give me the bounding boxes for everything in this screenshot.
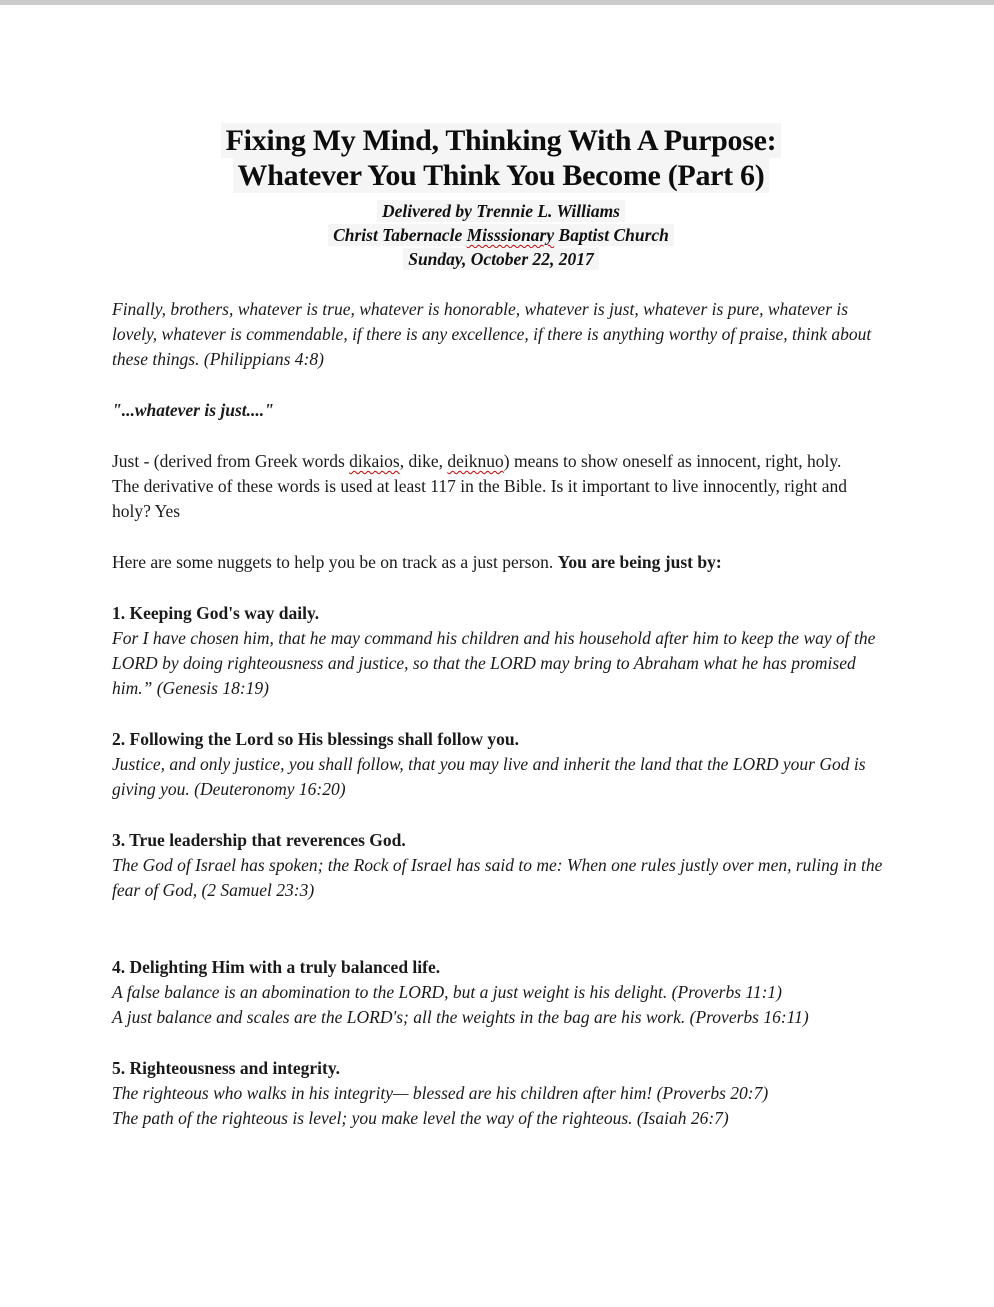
church-name-suffix: Baptist Church bbox=[554, 225, 669, 245]
misspelled-word-misssionary: Misssionary bbox=[466, 225, 555, 245]
point-heading: 4. Delighting Him with a truly balanced life. bbox=[112, 957, 441, 977]
point-heading: 5. Righteousness and integrity. bbox=[112, 1058, 341, 1078]
point-quote: Justice, and only justice, you shall follow, that you may live and inherit the land that the LORD your God is giving you. (Deuteronomy 16:20) bbox=[112, 754, 866, 799]
document-subtitle bbox=[112, 199, 890, 271]
point-quote: The God of Israel has spoken; the Rock of Israel has said to me: When one rules justly over men, ruling in the fear of God, (2 Samuel 23:3) bbox=[112, 855, 883, 900]
greek-word-deiknuo: deiknuo bbox=[447, 451, 504, 471]
point-quote: For I have chosen him, that he may command his children and his household after him to keep the way of the LORD by doing righteousness and justice, so that the LORD may bring to Abraham what he has promised him.” (Genesis 18:19) bbox=[112, 628, 876, 698]
title-line-2: Whatever You Think You Become (Part 6) bbox=[233, 158, 770, 193]
point-quote: The path of the righteous is level; you make level the way of the righteous. (Isaiah 26:7) bbox=[112, 1108, 729, 1128]
document-page bbox=[0, 5, 994, 1131]
nuggets-intro-normal: Here are some nuggets to help you be on track as a just person. bbox=[112, 552, 558, 572]
point-quote: The righteous who walks in his integrity— blessed are his children after him! (Proverbs 20:7) bbox=[112, 1083, 769, 1103]
title-line-1: Fixing My Mind, Thinking With A Purpose: bbox=[221, 123, 782, 158]
point-heading: 2. Following the Lord so His blessings shall follow you. bbox=[112, 729, 519, 749]
point-quote: A just balance and scales are the LORD's; all the weights in the bag are his work. (Proverbs 16:11) bbox=[112, 1007, 809, 1027]
sermon-date: Sunday, October 22, 2017 bbox=[403, 248, 599, 270]
point-section-2 bbox=[112, 727, 890, 802]
point-heading: 1. Keeping God's way daily. bbox=[112, 603, 320, 623]
point-section-1 bbox=[112, 601, 890, 701]
document-title bbox=[112, 123, 890, 193]
nuggets-intro-bold: You are being just by: bbox=[557, 552, 722, 572]
greek-word-dikaios: dikaios bbox=[349, 451, 400, 471]
theme-quote: "...whatever is just...." bbox=[112, 400, 274, 420]
point-section-4 bbox=[112, 955, 890, 1030]
point-section-5 bbox=[112, 1056, 890, 1131]
definition-part1: Just - (derived from Greek words bbox=[112, 451, 350, 471]
nuggets-intro-paragraph bbox=[112, 550, 890, 575]
definition-part2: , dike, bbox=[399, 451, 448, 471]
point-heading: 3. True leadership that reverences God. bbox=[112, 830, 406, 850]
definition-line2: The derivative of these words is used at least 117 in the Bible. Is it important to live innocently, right and holy? Yes bbox=[112, 476, 847, 521]
definition-part3: ) means to show oneself as innocent, right, holy. bbox=[503, 451, 842, 471]
definition-paragraph bbox=[112, 449, 890, 524]
intro-scripture-paragraph: Finally, brothers, whatever is true, whatever is honorable, whatever is just, whatever is pure, whatever is lovely, whatever is commendable, if there is any excellence, if there is anything worthy of praise, think about these things. (Philippians 4:8) bbox=[112, 299, 872, 369]
byline: Delivered by Trennie L. Williams bbox=[377, 200, 625, 222]
church-name-line bbox=[328, 224, 674, 246]
church-name-prefix: Christ Tabernacle bbox=[333, 225, 467, 245]
point-quote: A false balance is an abomination to the LORD, but a just weight is his delight. (Proverbs 11:1) bbox=[112, 982, 782, 1002]
point-section-3 bbox=[112, 828, 890, 903]
